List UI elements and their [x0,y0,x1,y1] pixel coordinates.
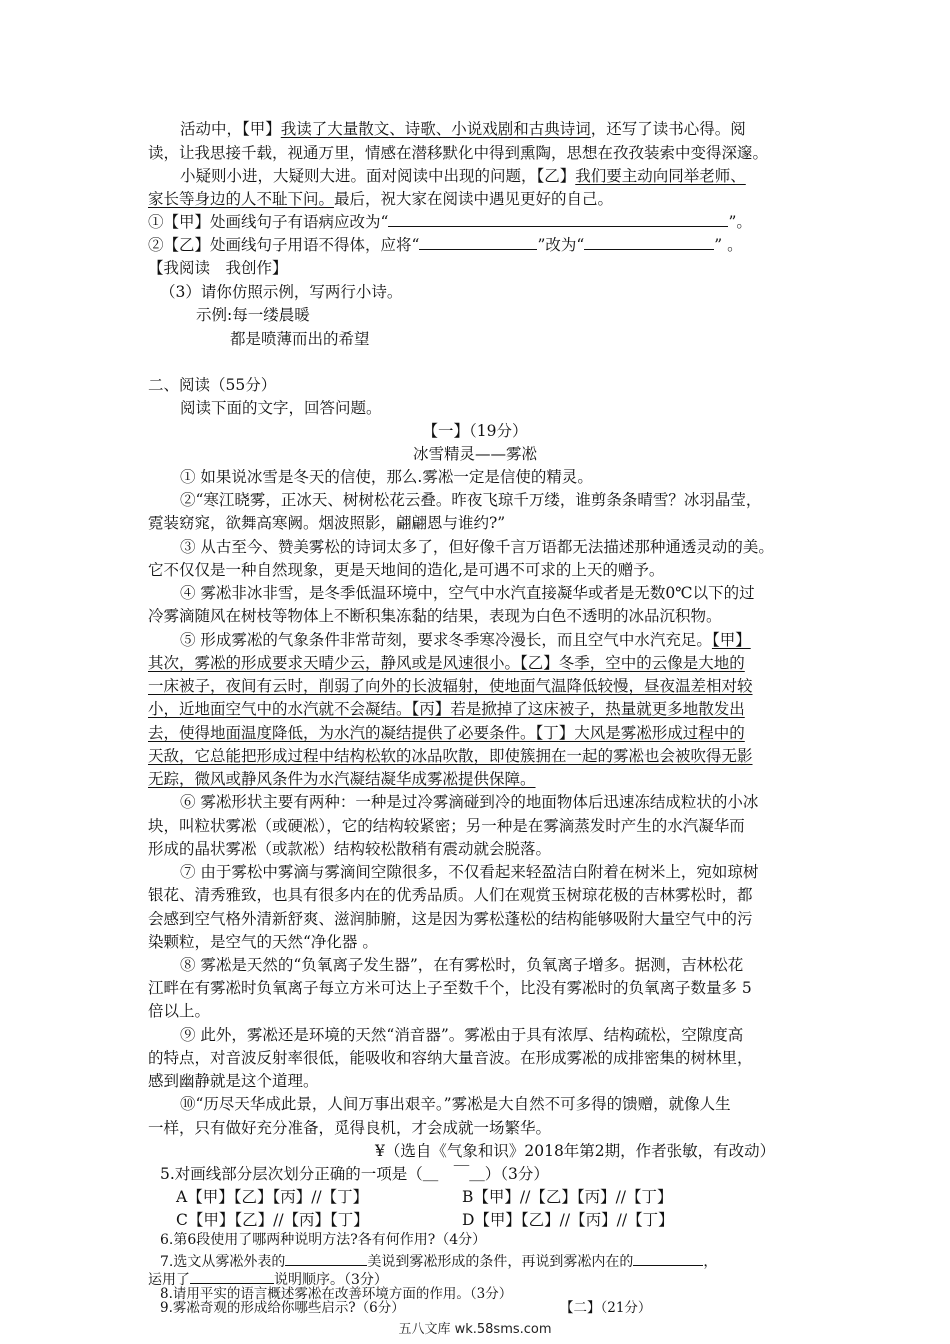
underlined-sentence-yi: 我们要主动向同举老师、 [575,167,746,185]
option-b[interactable]: B【甲】//【乙】【丙】//【丁】 [462,1188,673,1206]
question-text: ①【甲】处画线句子有语病应改为“ [148,213,389,231]
question-text: 美说到雾凇形成的条件，再说到雾凇内在的 [367,1254,634,1270]
paragraph-5-underlined: 小，近地面空气中的水汽就不会凝结。【丙】若是掀掉了这床被子，热量就更多地散发出 [148,700,745,718]
answer-blank[interactable] [285,1250,367,1266]
paragraph-7: 会感到空气格外清新舒爽、滋润肺腑，这是因为雾松蓬松的结构能够吸附大量空气中的污 [148,910,753,928]
underlined-text: 【甲】 [711,631,751,649]
answer-blank[interactable] [190,1268,274,1284]
paragraph-7: 染颗粒，是空气的天然“净化器 。 [148,933,378,951]
question-text: 说明顺序。（3分） [274,1272,388,1288]
question-text: 运用了 [148,1272,190,1288]
paragraph-5 [180,629,751,651]
question-text: ②【乙】处画线句子用语不得体，应将“ [148,236,420,254]
paragraph-8: ⑧ 雾凇是天然的“负氧离子发生器”，在有雾松时，负氧离子增多。据测，吉林松花 [180,956,744,974]
answer-blank[interactable] [388,211,728,227]
answer-blank[interactable] [419,234,537,250]
paragraph-5-underlined: 一床被子，夜间有云时，削弱了向外的长波辐射，使地面气温降低较慢，昼夜温差相对较 [148,677,753,695]
paragraph-8: 江畔在有雾凇时负氧离子每立方米可达上子至数千个，比没有雾凇时的负氧离子数量多 5 [148,979,752,997]
paragraph-4: ④ 雾凇非冰非雪，是冬季低温环境中，空气中水汽直接凝华或者是无数0℃以下的过 [180,584,755,602]
question-6: 6.第6段使用了哪两种说明方法?各有何作用?（4分） [160,1232,487,1248]
option-d[interactable]: D【甲】【乙】//【丙】//【丁】 [462,1211,674,1229]
section-heading: 【我阅读 我创作】 [148,259,288,277]
question-text: ” 。 [714,236,743,254]
paragraph-3: 它不仅仅是一种自然现象，更是天地间的造化,是可遇不可求的上天的赠予。 [148,561,665,579]
paragraph-7: ⑦ 由于雾松中雾滴与雾滴间空隙很多，不仅看起来轻盈洁白附着在树米上，宛如琼树 [180,863,759,881]
intro-text: 活动中，【甲】 [180,120,281,138]
answer-blank[interactable] [584,234,714,250]
question-1 [148,211,752,233]
paragraph-4: 冷雾滴随风在树枝等物体上不断积集冻黏的结果，表现为白色不透明的冰品沉积物。 [148,607,722,625]
paragraph-5-underlined: 去，使得地面温度降低，为水汽的凝结提供了必要条件。【丁】大风是雾凇形成过程中的 [148,724,745,742]
question-text: ， [703,1254,718,1270]
subsection-1: 【一】（19分） [422,422,528,440]
question-3: （3）请你仿照示例，写两行小诗。 [160,283,403,301]
example-line-1: 示例:每一缕晨暖 [196,306,310,324]
option-c[interactable]: C【甲】【乙】//【丙】【丁】 [176,1211,369,1229]
paragraph-2: ②“寒江晓雾，正冰天、树树松花云叠。昨夜飞琼千万缕，谁剪条条晴雪？冰羽晶莹， [180,491,762,509]
paragraph-6: 块，叫粒状雾凇（或硬凇），它的结构较紧密；另一种是在雾滴蒸发时产生的水汽凝华而 [148,817,745,835]
intro-line-3 [180,165,746,187]
paragraph-8: 倍以上。 [148,1002,211,1020]
paragraph-9: 的特点，对音波反射率很低，能吸收和容纳大量音波。在形成雾凇的成排密集的树林里， [148,1049,753,1067]
intro-line-1 [180,118,746,140]
paragraph-1: ① 如果说冰雪是冬天的信使，那么.雾凇一定是信使的精灵。 [180,468,593,486]
part-heading: 二、阅读（55分） [148,376,277,394]
paragraph-9: ⑨ 此外，雾凇还是环境的天然“消音器”。雾凇由于具有浓厚、结构疏松，空隙度高 [180,1026,744,1044]
question-8: 8.请用平实的语言概述雾凇在改善环境方面的作用。（3分） [160,1286,513,1302]
article-title: 冰雪精灵——雾凇 [412,445,537,463]
paragraph-text: ⑤ 形成雾凇的气象条件非常苛刻，要求冬季寒冷漫长，而且空气中水汽充足。 [180,631,712,649]
intro-line-4 [148,188,613,210]
source-citation: ¥（选自《气象和识》2018年第2期，作者张敏，有改动） [375,1142,776,1160]
paragraph-6: 形成的晶状雾凇（或款凇）结构较松散稍有震动就会脱落。 [148,840,552,858]
question-text: ”改为“ [537,236,585,254]
paragraph-9: 感到幽静就是这个道理。 [148,1072,319,1090]
example-line-2: 都是喷薄而出的希望 [230,330,370,348]
paragraph-5-underlined: 天敌，它总能把形成过程中结构松软的冰品吹散，即使簇拥在一起的雾凇也会被吹得无影 [148,747,753,765]
intro-line-2: 读，让我思接千载，视通万里，情感在潜移默化中得到熏陶，思想在孜孜装索中变得深邃。 [148,144,769,162]
paragraph-5-underlined: 无踪，微风或静风条件为水汽凝结凝华成雾凇提供保障。 [148,770,536,788]
paragraph-5-underlined: 其次，雾凇的形成要求天晴少云，静风或是风速很小。【乙】冬季，空中的云像是大地的 [148,654,745,672]
intro-text: ，还写了读书心得。阅 [590,120,746,138]
question-text: ”。 [728,213,752,231]
question-5: 5.对画线部分层次划分正确的一项是（＿ ￣＿）（3分） [160,1165,549,1183]
underlined-sentence-jia: 我读了大量散文、诗歌、小说戏剧和古典诗词 [280,120,591,138]
footer-watermark: 五八文库 wk.58sms.com [398,1322,552,1337]
question-text: 7.选文从雾凇外表的 [160,1254,286,1270]
paragraph-3: ③ 从古至今、赞美雾松的诗词太多了，但好像千言万语都无法描述那种通透灵动的美。 [180,538,774,556]
question-9: 9.雾凇奇观的形成给你哪些启示?（6分） [160,1300,405,1316]
question-7-line-2 [148,1268,388,1289]
paragraph-10: ⑩“历尽天华成此景，人间万事出艰辛。”雾凇是大自然不可多得的馈赠，就像人生 [180,1095,731,1113]
option-a[interactable]: A【甲】【乙】【丙】//【丁】 [176,1188,369,1206]
subsection-2: 【二】（21分） [560,1300,652,1316]
paragraph-7: 银花、清秀雅致，也具有很多内在的优秀品质。人们在观赏玉树琼花极的吉林雾松时，都 [148,886,753,904]
intro-text: 最后，祝大家在阅读中遇见更好的自己。 [334,190,614,208]
paragraph-10: 一样，只有做好充分准备，觅得良机，才会成就一场繁华。 [148,1119,552,1137]
answer-blank[interactable] [633,1250,703,1266]
underlined-sentence-yi-cont: 家长等身边的人不耻下问。 [148,190,335,208]
paragraph-6: ⑥ 雾凇形状主要有两种：一种是过冷雾滴碰到冷的地面物体后迅速冻结成粒状的小冰 [180,793,759,811]
intro-text: 小疑则小进，大疑则大进。面对阅读中出现的问题，【乙】 [180,167,576,185]
instruction: 阅读下面的文字，回答问题。 [180,399,382,417]
paragraph-2: 霓装窈窕，欲舞高寒阙。烟波照影，翩翩恩与谁约?” [148,514,506,532]
question-2 [148,234,743,256]
